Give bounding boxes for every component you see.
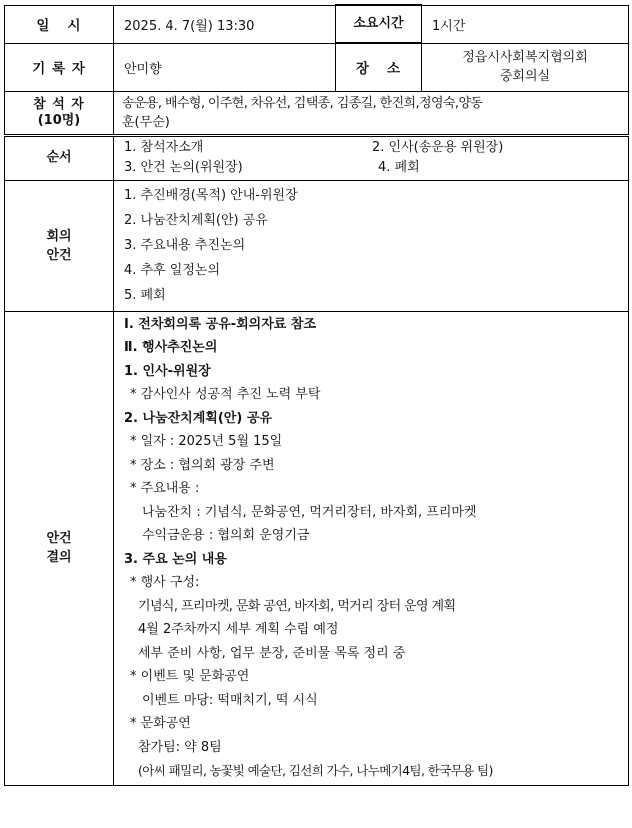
subsection-heading: 2. 나눔잔치계획(안) 공유 [124, 410, 272, 426]
detail-line: 나눔잔치 : 기념식, 문화공연, 먹거리장터, 바자회, 프리마켓 [142, 504, 477, 520]
order-item-3: 3. 안건 논의(위원장) [124, 160, 243, 175]
resolution-label-line-1: 안건 [46, 531, 72, 546]
detail-line: 세부 준비 사항, 업무 분장, 준비물 목록 정리 중 [138, 645, 406, 661]
order-row-1 [124, 138, 628, 158]
bullet-item: * 장소 : 협의회 광장 주변 [130, 457, 275, 473]
date-value: 2025. 4. 7(월) 13:30 [114, 5, 336, 43]
section-heading: Ⅱ. 행사추진논의 [124, 340, 218, 355]
date-label: 일 시 [5, 5, 114, 43]
agenda-label [5, 180, 114, 311]
agenda-item: 4. 추후 일정논의 [124, 263, 221, 278]
order-value [114, 135, 629, 180]
section-heading: Ⅰ. 전차회의록 공유-회의자료 참조 [124, 316, 317, 332]
agenda-label-line-1: 회의 [46, 228, 72, 244]
agenda-item: 3. 주요내용 추진논의 [124, 238, 246, 253]
subsection-heading: 3. 주요 논의 내용 [124, 551, 227, 567]
order-label: 순서 [5, 135, 114, 180]
bullet-item: * 문화공연 [130, 716, 191, 731]
order-item-2: 2. 인사(송운용 위원장) [372, 140, 504, 155]
meeting-minutes-document [4, 4, 628, 786]
attendees-label [5, 91, 114, 135]
row-order [5, 135, 629, 180]
attendees-line-1: 송운용, 배수형, 이주현, 차유선, 김택종, 김종길, 한진희,정영숙,양동 [122, 95, 483, 111]
attendees-value [114, 91, 629, 135]
place-line-1: 정읍시사회복지협의회 [462, 50, 588, 65]
order-item-1: 1. 참석자소개 [124, 140, 204, 155]
bullet-item: * 주요내용 : [130, 481, 200, 496]
bullet-item: * 일자 : 2025년 5월 15일 [130, 434, 283, 449]
resolution-label [5, 311, 114, 785]
attendees-line-2: 훈(무순) [122, 114, 170, 130]
detail-line: 수익금운용 : 협의회 운영기금 [142, 528, 310, 543]
agenda-label-line-2: 안건 [46, 247, 72, 263]
detail-line: 참가팀: 약 8팀 [138, 739, 222, 755]
detail-line: 기념식, 프리마켓, 문화 공연, 바자회, 먹거리 장터 운영 계획 [138, 598, 456, 614]
agenda-item: 1. 추진배경(목적) 안내-위원장 [124, 188, 298, 203]
bullet-item: * 행사 구성: [130, 575, 200, 590]
detail-line: 4월 2주차까지 세부 계획 수립 예정 [138, 622, 339, 637]
row-attendees [5, 91, 629, 135]
agenda-item: 5. 폐회 [124, 288, 166, 303]
agenda-item: 2. 나눔잔치계획(안) 공유 [124, 213, 268, 228]
order-row-2 [124, 158, 628, 178]
agenda-list [114, 180, 629, 311]
duration-value: 1시간 [422, 5, 629, 43]
minutes-table [4, 4, 629, 786]
attendees-label-line-2: (10명) [37, 112, 81, 128]
detail-line: 이벤트 마당: 떡매치기, 떡 시식 [142, 692, 318, 708]
subsection-heading: 1. 인사-위원장 [124, 363, 211, 379]
row-date [5, 5, 629, 43]
row-agenda [5, 180, 629, 311]
place-label: 장 소 [336, 43, 422, 91]
row-resolution [5, 311, 629, 785]
place-line-2: 중회의실 [499, 69, 551, 84]
recorder-value: 안미향 [114, 43, 336, 91]
recorder-label: 기 록 자 [5, 43, 114, 91]
resolution-content [114, 311, 629, 785]
row-recorder [5, 43, 629, 91]
resolution-label-line-2: 결의 [46, 550, 72, 565]
duration-label: 소요시간 [336, 5, 422, 43]
detail-line: (아씨 패밀리, 농꽃빛 예술단, 김선희 가수, 나누메기4팀, 한국무용 팀) [138, 763, 493, 778]
place-value [422, 43, 629, 91]
bullet-item: * 감사인사 성공적 추진 노력 부탁 [130, 387, 321, 402]
attendees-label-line-1: 참 석 자 [33, 96, 85, 112]
order-item-4: 4. 폐회 [378, 160, 420, 175]
bullet-item: * 이벤트 및 문화공연 [130, 669, 250, 684]
